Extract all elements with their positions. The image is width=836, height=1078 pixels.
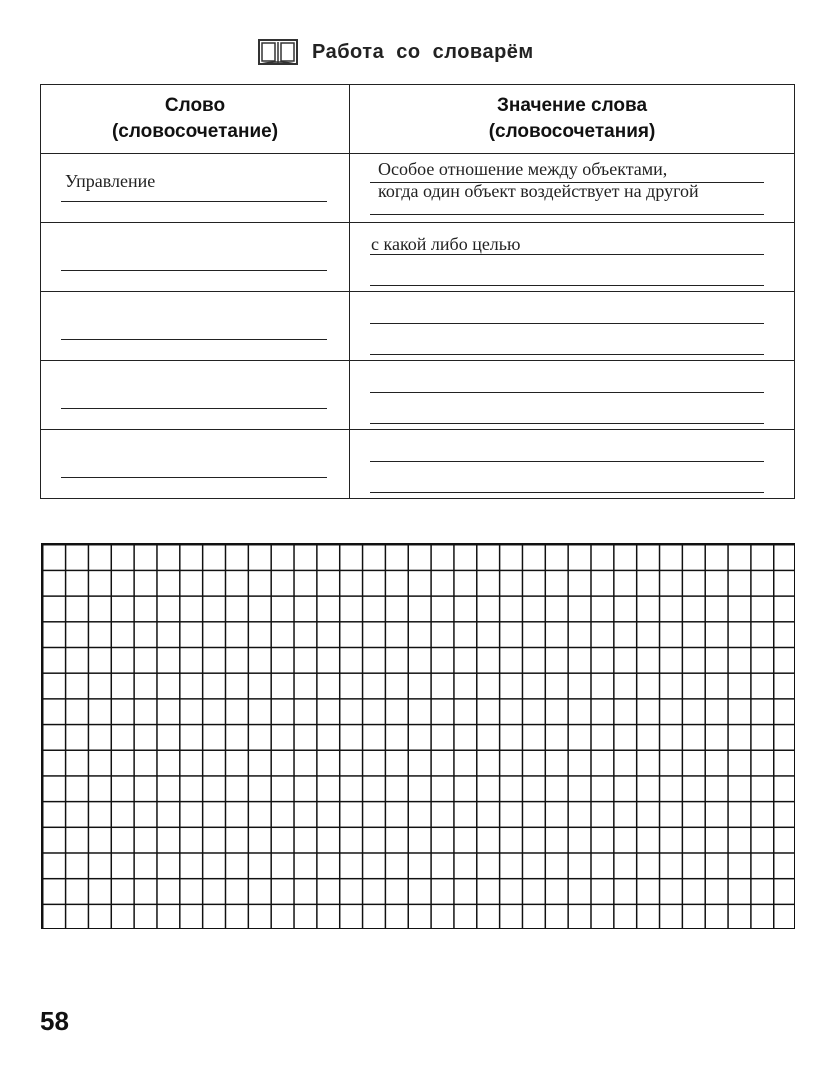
- answer-line: [61, 339, 327, 340]
- header-word-line2: (словосочетание): [111, 121, 279, 142]
- word-cell[interactable]: [41, 292, 350, 361]
- header-word: [41, 85, 350, 154]
- answer-line: [370, 214, 764, 215]
- meaning-text-line1: с какой либо целью: [371, 234, 521, 254]
- word-text: Управление: [65, 171, 156, 191]
- word-cell[interactable]: [41, 430, 350, 499]
- answer-line: [61, 477, 327, 478]
- table-row: [41, 430, 795, 499]
- section-title: Работа со словарём: [312, 40, 534, 63]
- word-cell[interactable]: [41, 361, 350, 430]
- header-meaning-line2: (словосочетания): [488, 121, 656, 142]
- meaning-text-line1: Особое отношение между объектами,: [378, 159, 668, 179]
- answer-line: [370, 254, 764, 255]
- answer-line: [370, 323, 764, 324]
- meaning-cell[interactable]: [350, 430, 795, 499]
- meaning-cell[interactable]: [350, 292, 795, 361]
- section-header: [258, 38, 534, 66]
- meaning-cell[interactable]: [350, 223, 795, 292]
- table-row: [41, 292, 795, 361]
- squared-writing-grid[interactable]: [41, 543, 795, 929]
- table-row: [41, 223, 795, 292]
- answer-line: [370, 354, 764, 355]
- vocabulary-table: [40, 84, 795, 499]
- answer-line: [61, 201, 327, 202]
- meaning-cell[interactable]: [350, 154, 795, 223]
- meaning-cell[interactable]: [350, 361, 795, 430]
- answer-line: [370, 461, 764, 462]
- answer-line: [370, 285, 764, 286]
- meaning-text-line2: когда один объект воздействует на другой: [378, 181, 699, 201]
- table-row: [41, 154, 795, 223]
- answer-line: [370, 423, 764, 424]
- table-row: [41, 361, 795, 430]
- page-number: 58: [40, 1006, 69, 1036]
- book-icon: [258, 38, 298, 66]
- header-meaning-line1: Значение слова: [496, 95, 648, 116]
- table-header-row: [41, 85, 795, 154]
- header-meaning: [350, 85, 795, 154]
- answer-line: [61, 408, 327, 409]
- word-cell[interactable]: [41, 154, 350, 223]
- header-word-line1: Слово: [164, 95, 226, 116]
- word-cell[interactable]: [41, 223, 350, 292]
- answer-line: [370, 392, 764, 393]
- answer-line: [61, 270, 327, 271]
- answer-line: [370, 492, 764, 493]
